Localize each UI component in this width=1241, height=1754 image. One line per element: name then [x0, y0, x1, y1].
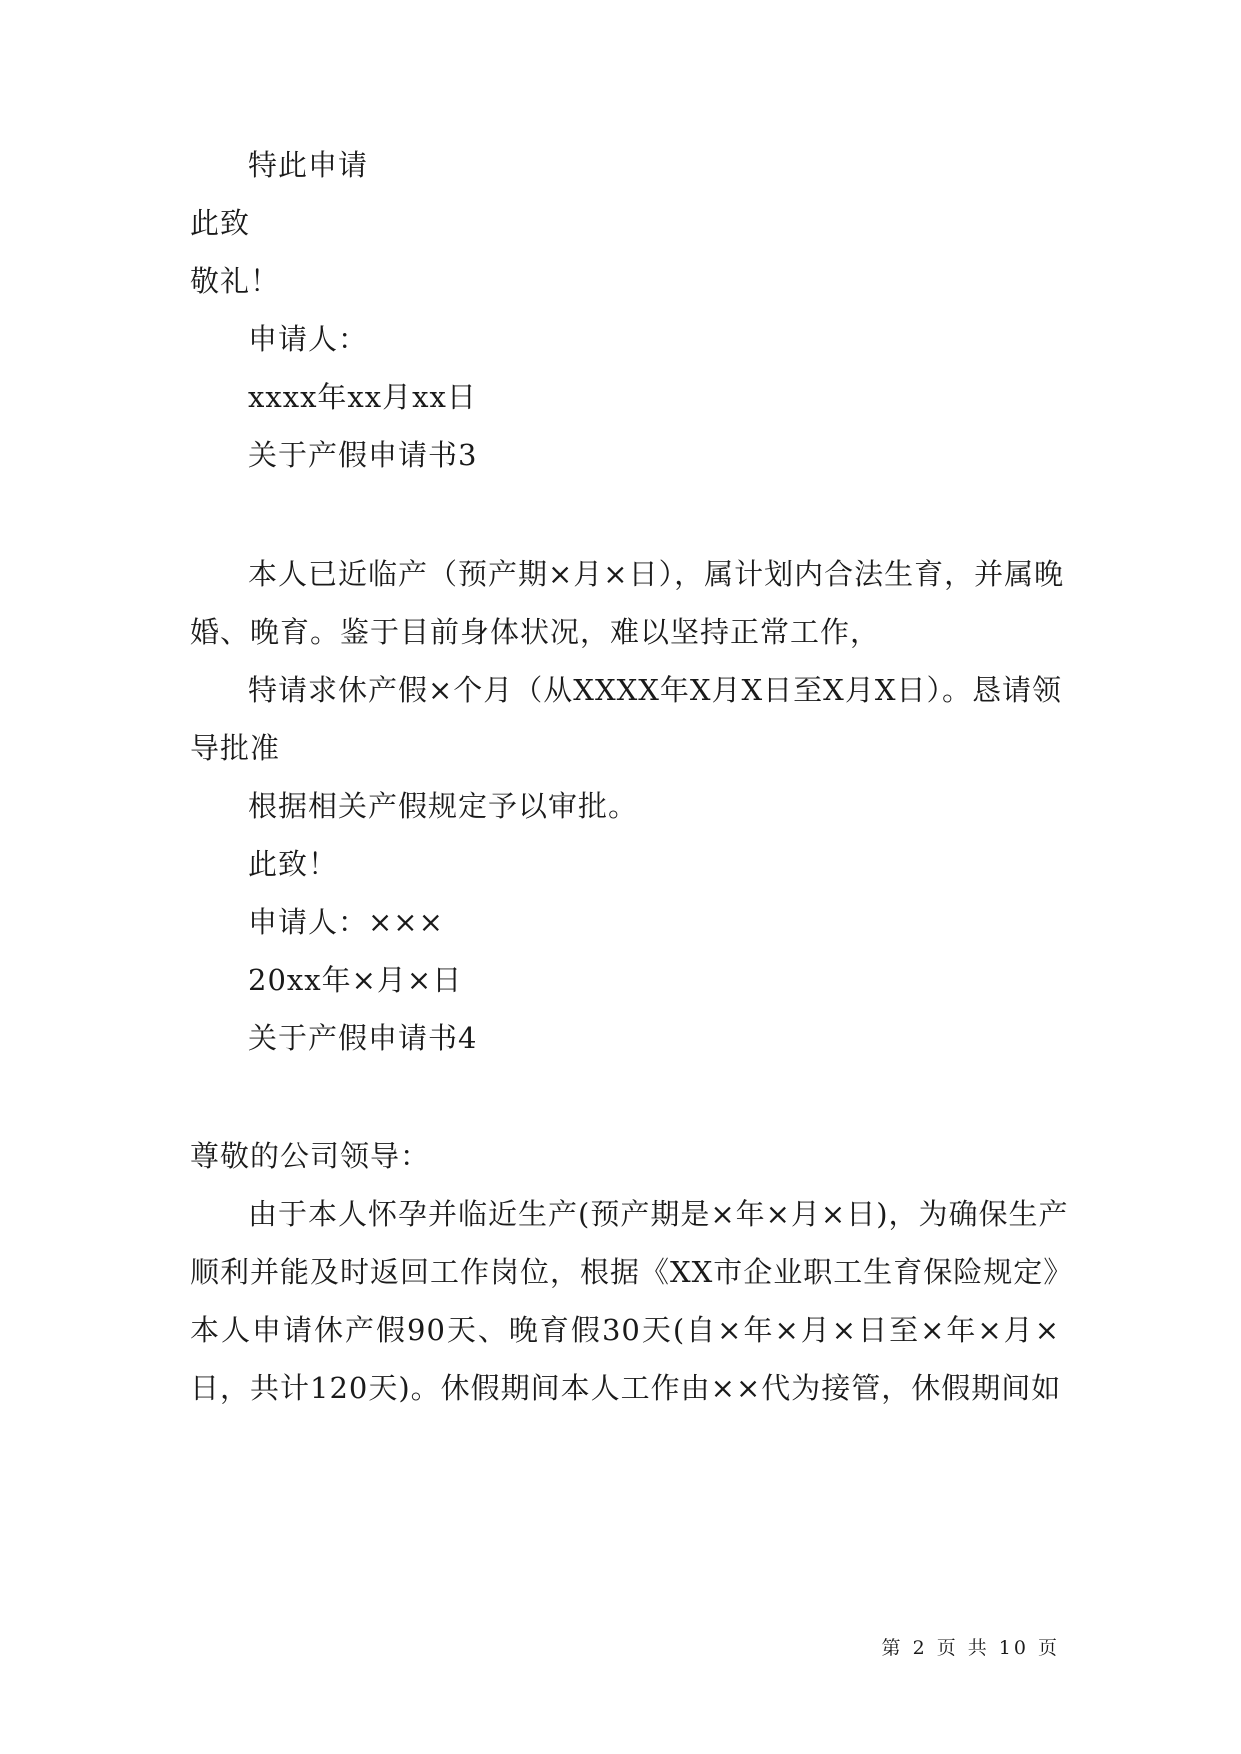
text-line: 申请人：×××	[248, 905, 444, 939]
text-line: 本人申请休产假90天、晚育假30天(自×年×月×日至×年×月×	[190, 1313, 1060, 1347]
text-line: 根据相关产假规定予以审批。	[248, 789, 639, 823]
text-line: 20xx年×月×日	[248, 963, 463, 997]
text-line: 日，共计120天)。休假期间本人工作由××代为接管，休假期间如	[190, 1371, 1062, 1405]
text-line: 本人已近临产（预产期×月×日），属计划内合法生育，并属晚	[248, 557, 1065, 591]
section-heading: 关于产假申请书3	[248, 438, 478, 472]
text-line: 此致！	[248, 847, 339, 881]
text-line: 特此申请	[248, 148, 369, 182]
text-line: 特请求休产假×个月（从XXXX年X月X日至X月X日）。恳请领	[248, 673, 1062, 707]
text-line: 导批准	[190, 731, 281, 765]
text-line: 尊敬的公司领导：	[190, 1139, 431, 1173]
text-line: 婚、晚育。鉴于目前身体状况，难以坚持正常工作，	[190, 615, 881, 649]
text-line: 由于本人怀孕并临近生产(预产期是×年×月×日)，为确保生产	[248, 1197, 1069, 1231]
text-line: 顺利并能及时返回工作岗位，根据《XX市企业职工生育保险规定》	[190, 1255, 1074, 1289]
text-line: 此致	[190, 206, 251, 240]
text-line: 敬礼！	[190, 264, 281, 298]
section-heading: 关于产假申请书4	[248, 1021, 478, 1055]
text-line: xxxx年xx月xx日	[248, 380, 477, 414]
page-number-footer: 第 2 页 共 10 页	[881, 1637, 1060, 1659]
text-line: 申请人：	[248, 322, 369, 356]
